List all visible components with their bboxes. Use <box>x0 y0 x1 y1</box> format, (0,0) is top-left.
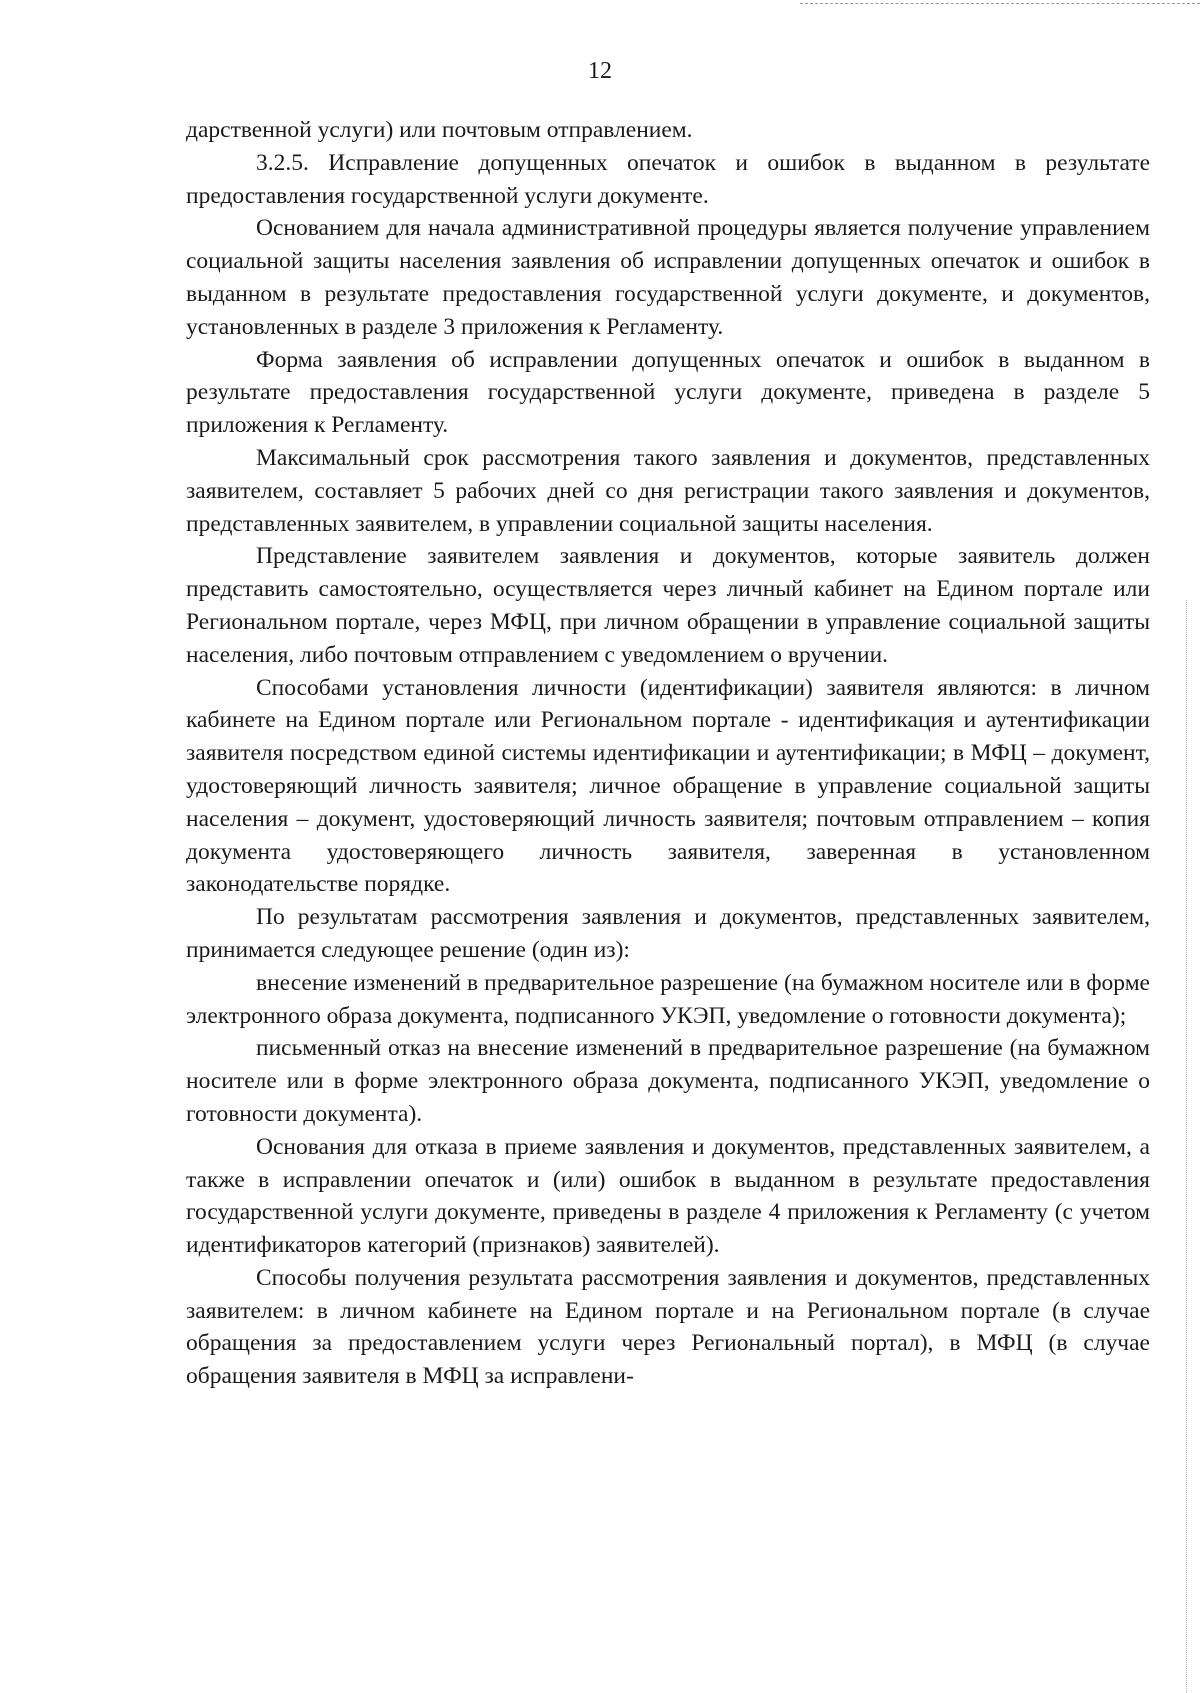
page-number: 12 <box>588 58 612 84</box>
decision-option: внесение изменений в предварительное разрешение (на бумажном носителе или в форме электронного образа документа, подписанного УКЭП, уведомление о готовности документа); <box>186 969 1150 1029</box>
paragraph-continuation: дарственной услуги) или почтовым отправлением. <box>186 117 693 143</box>
scan-edge-line <box>800 3 1200 4</box>
paragraph: Способы получения результата рассмотрения заявления и документов, представленных заявителем: в личном кабинете на Едином портале и на Региональном портале (в случае обращения за предоставлением услуги через Региональный портал), в МФЦ (в случае обращения заявителя в МФЦ за исправлени- <box>186 1264 1150 1390</box>
paragraph: Основания для отказа в приеме заявления и документов, представленных заявителем, а также в исправлении опечаток и (или) ошибок в выданном в результате предоставления государственной услуги документе, приведены в разделе 4 приложения к Регламенту (с учетом идентификаторов категорий (признаков) заявителей). <box>186 1133 1150 1259</box>
paragraph: Представление заявителем заявления и документов, которые заявитель должен представить самостоятельно, осуществляется через личный кабинет на Едином портале или Региональном портале, через МФЦ, при личном обращении в управление социальной защиты населения, либо почтовым отправлением с уведомлением о вручении. <box>186 543 1150 668</box>
decision-option: письменный отказ на внесение изменений в предварительное разрешение (на бумажном носителе или в форме электронного образа документа, подписанного УКЭП, уведомление о готовности документа). <box>186 1035 1150 1127</box>
paragraph: Максимальный срок рассмотрения такого заявления и документов, представленных заявителем, составляет 5 рабочих дней со дня регистрации такого заявления и документов, представленных заявителем, в управлении социальной защиты населения. <box>186 444 1150 537</box>
section-heading-3-2-5: 3.2.5. Исправление допущенных опечаток и ошибок в выданном в результате предоставления государственной услуги документе. <box>186 149 1150 209</box>
paragraph: Основанием для начала административной процедуры является получение управлением социальной защиты населения заявления об исправлении допущенных опечаток и ошибок в выданном в результате предоставления государственной услуги документе, и документов, установленных в разделе 3 приложения к Регламенту. <box>186 215 1150 340</box>
scan-edge-shadow <box>1186 600 1187 1693</box>
paragraph: Форма заявления об исправлении допущенных опечаток и ошибок в выданном в результате предоставления государственной услуги документе, приведена в разделе 5 приложения к Регламенту. <box>186 346 1150 439</box>
document-body <box>186 114 1150 1393</box>
paragraph: По результатам рассмотрения заявления и документов, представленных заявителем, принимается следующее решение (один из): <box>186 904 1150 963</box>
paragraph: Способами установления личности (идентификации) заявителя являются: в личном кабинете на Едином портале или Региональном портале - идентификация и аутентификации заявителя посредством единой системы идентификации и аутентификации; в МФЦ – документ, удостоверяющий личность заявителя; личное обращение в управление социальной защиты населения – документ, удостоверяющий личность заявителя; почтовым отправлением – копия документа удостоверяющего личность заявителя, заверенная в установленном законодательстве порядке. <box>186 674 1150 898</box>
